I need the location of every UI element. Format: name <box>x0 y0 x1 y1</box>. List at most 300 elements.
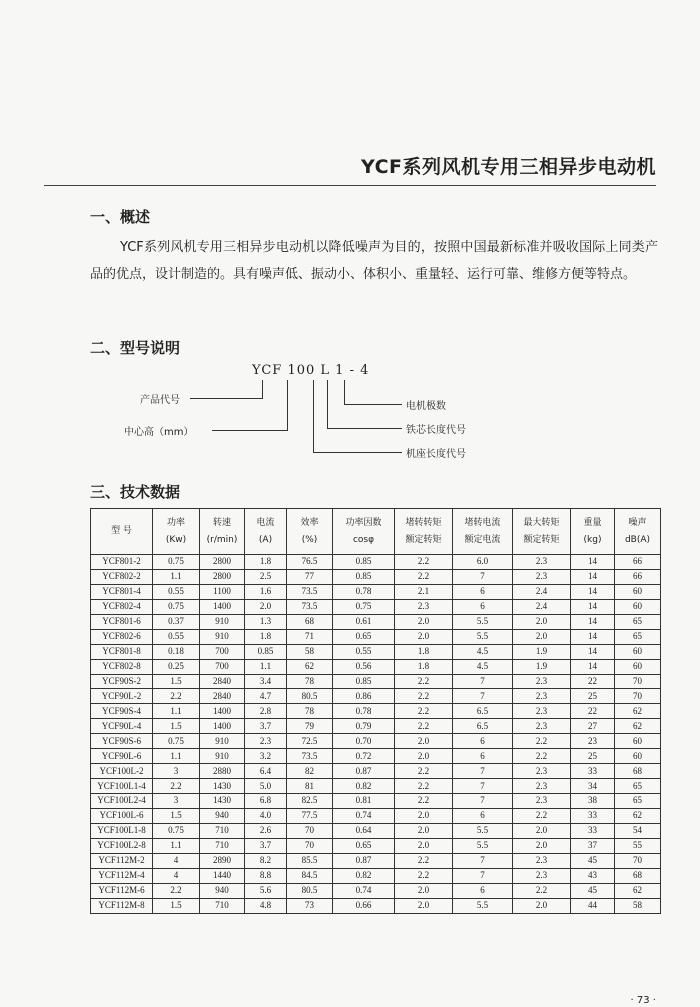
label-center-height: 中心高（mm） <box>124 427 194 438</box>
table-row <box>91 719 661 734</box>
table-cell: 70 <box>615 853 661 868</box>
column-header-text: 额定电流 <box>464 534 501 545</box>
column-header-text: 效率 <box>300 517 319 528</box>
table-cell: 0.75 <box>153 823 200 838</box>
table-cell: 81 <box>287 779 333 794</box>
table-cell: 5.5 <box>453 838 513 853</box>
table-cell: 0.85 <box>333 674 395 689</box>
table-cell: 44 <box>571 898 615 913</box>
table-cell: 6.4 <box>245 764 287 779</box>
column-header <box>513 509 571 555</box>
table-row <box>91 794 661 809</box>
table-cell: 62 <box>615 719 661 734</box>
table-cell: 2.5 <box>245 569 287 584</box>
table-cell: 0.75 <box>153 734 200 749</box>
table-row <box>91 704 661 719</box>
column-header-text: (kg) <box>583 534 602 545</box>
table-cell: 4 <box>153 853 200 868</box>
column-header <box>615 509 661 555</box>
table-cell: YCF90L-4 <box>91 719 153 734</box>
table-cell: 4.5 <box>453 659 513 674</box>
table-cell: 73.5 <box>287 584 333 599</box>
table-cell: YCF802-4 <box>91 599 153 614</box>
table-cell: 2.1 <box>395 584 453 599</box>
table-cell: 0.61 <box>333 614 395 629</box>
table-cell: 0.72 <box>333 749 395 764</box>
table-cell: 5.5 <box>453 898 513 913</box>
table-cell: 2800 <box>200 555 245 570</box>
table-cell: YCF112M-6 <box>91 883 153 898</box>
table-cell: 71 <box>287 629 333 644</box>
table-cell: 2840 <box>200 674 245 689</box>
table-row <box>91 764 661 779</box>
table-cell: 0.75 <box>153 599 200 614</box>
table-cell: 7 <box>453 674 513 689</box>
table-cell: 2.0 <box>395 629 453 644</box>
table-cell: 2.0 <box>513 614 571 629</box>
table-cell: 2.0 <box>395 883 453 898</box>
table-cell: 68 <box>615 868 661 883</box>
table-cell: 6 <box>453 734 513 749</box>
table-cell: 34 <box>571 779 615 794</box>
column-header-text: (A) <box>258 534 273 545</box>
overview-paragraph: YCF系列风机专用三相异步电动机以降低噪声为目的，按照中国最新标准并吸收国际上同类产品的优点，设计制造的。具有噪声低、振动小、体积小、重量轻、运行可靠、维修方便等特点。 <box>90 240 658 282</box>
column-header-text: 最大转矩 <box>523 517 560 528</box>
table-cell: 0.87 <box>333 764 395 779</box>
table-cell: 5.0 <box>245 779 287 794</box>
column-header <box>200 509 245 555</box>
leader-line <box>287 380 288 430</box>
table-cell: 70 <box>615 689 661 704</box>
leader-line <box>344 404 402 405</box>
column-header-text: cosφ <box>352 534 375 545</box>
table-cell: 7 <box>453 689 513 704</box>
table-cell: 0.65 <box>333 629 395 644</box>
table-cell: 4.5 <box>453 644 513 659</box>
table-cell: 82.5 <box>287 794 333 809</box>
table-cell: 2.2 <box>395 794 453 809</box>
table-cell: 2.2 <box>153 689 200 704</box>
table-cell: 78 <box>287 674 333 689</box>
table-cell: 2880 <box>200 764 245 779</box>
table-cell: 22 <box>571 674 615 689</box>
table-cell: 14 <box>571 614 615 629</box>
table-cell: 710 <box>200 823 245 838</box>
table-row <box>91 838 661 853</box>
table-cell: 2.3 <box>513 794 571 809</box>
table-cell: 65 <box>615 779 661 794</box>
table-cell: 4.0 <box>245 808 287 823</box>
table-cell: 2.0 <box>513 898 571 913</box>
column-header-text: 额定转矩 <box>405 534 442 545</box>
table-cell: 1.1 <box>245 659 287 674</box>
table-cell: 55 <box>615 838 661 853</box>
table-cell: 6.0 <box>453 555 513 570</box>
table-cell: 2.3 <box>513 569 571 584</box>
table-cell: 2.0 <box>395 614 453 629</box>
table-cell: 66 <box>615 555 661 570</box>
table-cell: 0.85 <box>333 555 395 570</box>
table-cell: 1430 <box>200 779 245 794</box>
leader-line <box>327 380 328 428</box>
table-cell: 27 <box>571 719 615 734</box>
label-product-code: 产品代号 <box>140 395 180 406</box>
table-cell: 2.2 <box>395 689 453 704</box>
table-cell: 58 <box>287 644 333 659</box>
table-row <box>91 779 661 794</box>
table-cell: 2.3 <box>513 853 571 868</box>
table-cell: YCF112M-8 <box>91 898 153 913</box>
table-cell: 0.85 <box>245 644 287 659</box>
table-cell: YCF90S-6 <box>91 734 153 749</box>
table-cell: 1.5 <box>153 808 200 823</box>
table-cell: 2.0 <box>513 823 571 838</box>
table-cell: 62 <box>615 704 661 719</box>
table-cell: 2.2 <box>395 719 453 734</box>
table-cell: 1.9 <box>513 659 571 674</box>
column-header <box>245 509 287 555</box>
table-row <box>91 823 661 838</box>
table-cell: 0.56 <box>333 659 395 674</box>
table-cell: 2.2 <box>513 749 571 764</box>
table-cell: 2.0 <box>395 808 453 823</box>
table-cell: 7 <box>453 764 513 779</box>
table-cell: 7 <box>453 779 513 794</box>
column-header-text: (Kw) <box>165 534 187 545</box>
table-row <box>91 808 661 823</box>
table-cell: 2.2 <box>395 853 453 868</box>
table-cell: 0.25 <box>153 659 200 674</box>
table-cell: 8.8 <box>245 868 287 883</box>
table-cell: 60 <box>615 659 661 674</box>
column-header-text: 转速 <box>212 517 231 528</box>
page-title: YCF系列风机专用三相异步电动机 <box>360 156 656 178</box>
table-cell: 0.74 <box>333 808 395 823</box>
table-row <box>91 898 661 913</box>
table-cell: 60 <box>615 644 661 659</box>
table-cell: 82 <box>287 764 333 779</box>
table-cell: 2.0 <box>395 734 453 749</box>
table-cell: 80.5 <box>287 689 333 704</box>
table-cell: 5.6 <box>245 883 287 898</box>
table-cell: 3 <box>153 764 200 779</box>
table-cell: 2.2 <box>395 569 453 584</box>
table-cell: YCF100L1-4 <box>91 779 153 794</box>
table-cell: 4.8 <box>245 898 287 913</box>
column-header-text: dB(A) <box>624 534 651 545</box>
column-header-text: 重量 <box>583 517 602 528</box>
table-body <box>91 555 661 914</box>
table-cell: 6.5 <box>453 704 513 719</box>
table-cell: 0.82 <box>333 868 395 883</box>
table-cell: 2.3 <box>513 868 571 883</box>
table-cell: 6 <box>453 883 513 898</box>
column-header <box>91 509 153 555</box>
table-cell: YCF100L-2 <box>91 764 153 779</box>
table-row <box>91 629 661 644</box>
table-cell: 2.0 <box>395 838 453 853</box>
table-cell: 79 <box>287 719 333 734</box>
section-heading-model: 二、型号说明 <box>90 339 181 357</box>
table-row <box>91 689 661 704</box>
table-cell: 2.3 <box>513 719 571 734</box>
table-cell: 2.0 <box>395 749 453 764</box>
table-cell: 68 <box>615 764 661 779</box>
table-cell: 5.5 <box>453 614 513 629</box>
table-cell: 710 <box>200 898 245 913</box>
table-cell: 910 <box>200 614 245 629</box>
table-cell: 7 <box>453 868 513 883</box>
table-cell: 2.8 <box>245 704 287 719</box>
table-row <box>91 734 661 749</box>
table-cell: 2.0 <box>395 898 453 913</box>
leader-line <box>190 398 263 399</box>
table-cell: 1.8 <box>245 629 287 644</box>
table-cell: 1440 <box>200 868 245 883</box>
table-cell: YCF100L-6 <box>91 808 153 823</box>
table-cell: 14 <box>571 569 615 584</box>
table-cell: 3.7 <box>245 838 287 853</box>
table-cell: 62 <box>287 659 333 674</box>
table-cell: YCF100L1-8 <box>91 823 153 838</box>
table-cell: 1.1 <box>153 569 200 584</box>
table-cell: 85.5 <box>287 853 333 868</box>
leader-line <box>313 380 314 452</box>
table-cell: 25 <box>571 689 615 704</box>
title-rule <box>44 185 656 186</box>
table-cell: 0.75 <box>333 599 395 614</box>
table-row <box>91 749 661 764</box>
table-cell: 2.4 <box>513 584 571 599</box>
table-cell: 1.8 <box>245 555 287 570</box>
column-header-text: 功率因数 <box>345 517 382 528</box>
table-cell: YCF90S-4 <box>91 704 153 719</box>
table-cell: 1400 <box>200 599 245 614</box>
column-header <box>287 509 333 555</box>
table-cell: 0.87 <box>333 853 395 868</box>
table-cell: 2800 <box>200 569 245 584</box>
table-cell: 910 <box>200 629 245 644</box>
table-cell: 3.7 <box>245 719 287 734</box>
table-cell: 33 <box>571 823 615 838</box>
table-cell: 22 <box>571 704 615 719</box>
table-cell: 6.8 <box>245 794 287 809</box>
table-cell: 1430 <box>200 794 245 809</box>
table-cell: 4 <box>153 868 200 883</box>
table-cell: 1.8 <box>395 644 453 659</box>
table-row <box>91 555 661 570</box>
table-cell: 910 <box>200 749 245 764</box>
table-cell: 5.5 <box>453 629 513 644</box>
table-cell: 70 <box>287 823 333 838</box>
table-row <box>91 599 661 614</box>
label-frame-length: 机座长度代号 <box>406 449 466 460</box>
table-cell: 5.5 <box>453 823 513 838</box>
column-header-text: 堵转转矩 <box>405 517 442 528</box>
table-cell: 2.2 <box>395 555 453 570</box>
table-cell: 7 <box>453 569 513 584</box>
column-header <box>153 509 200 555</box>
table-cell: 0.55 <box>153 629 200 644</box>
tech-data-table <box>90 508 661 914</box>
table-cell: 2.2 <box>513 808 571 823</box>
table-cell: 70 <box>615 674 661 689</box>
table-row <box>91 614 661 629</box>
table-cell: 70 <box>287 838 333 853</box>
table-cell: 14 <box>571 584 615 599</box>
table-cell: YCF802-6 <box>91 629 153 644</box>
table-cell: 38 <box>571 794 615 809</box>
column-header <box>571 509 615 555</box>
table-cell: 0.78 <box>333 584 395 599</box>
table-cell: 1.9 <box>513 644 571 659</box>
table-cell: 2.2 <box>395 704 453 719</box>
page-number: · 73 · <box>630 995 656 1006</box>
table-cell: YCF801-2 <box>91 555 153 570</box>
table-cell: 700 <box>200 659 245 674</box>
table-cell: 54 <box>615 823 661 838</box>
column-header-text: 功率 <box>166 517 185 528</box>
section-heading-overview: 一、概述 <box>90 208 151 226</box>
table-cell: 65 <box>615 614 661 629</box>
table-cell: 43 <box>571 868 615 883</box>
table-cell: 65 <box>615 629 661 644</box>
column-header <box>453 509 513 555</box>
table-cell: 78 <box>287 704 333 719</box>
table-cell: 0.37 <box>153 614 200 629</box>
table-row <box>91 883 661 898</box>
table-cell: 58 <box>615 898 661 913</box>
table-cell: 2.3 <box>395 599 453 614</box>
table-cell: 60 <box>615 734 661 749</box>
column-header-text: 电流 <box>256 517 275 528</box>
table-cell: 0.79 <box>333 719 395 734</box>
table-cell: 66 <box>615 569 661 584</box>
table-cell: 2.2 <box>395 868 453 883</box>
table-header-row <box>91 509 661 555</box>
table-cell: 1.1 <box>153 838 200 853</box>
column-header-text: 型 号 <box>111 526 132 536</box>
table-cell: YCF801-8 <box>91 644 153 659</box>
table-cell: 80.5 <box>287 883 333 898</box>
table-cell: 2.3 <box>513 689 571 704</box>
table-cell: 14 <box>571 644 615 659</box>
column-header-text: 额定转矩 <box>523 534 560 545</box>
table-cell: 1.8 <box>395 659 453 674</box>
table-cell: 14 <box>571 659 615 674</box>
table-cell: 2.2 <box>395 779 453 794</box>
column-header-text: 堵转电流 <box>464 517 501 528</box>
table-cell: 60 <box>615 599 661 614</box>
table-cell: 6 <box>453 808 513 823</box>
table-row <box>91 569 661 584</box>
table-cell: 3.4 <box>245 674 287 689</box>
leader-line <box>212 430 288 431</box>
table-row <box>91 644 661 659</box>
table-cell: 4.7 <box>245 689 287 704</box>
table-row <box>91 853 661 868</box>
table-cell: 60 <box>615 584 661 599</box>
table-cell: 2.3 <box>513 555 571 570</box>
table-cell: 0.75 <box>153 555 200 570</box>
table-cell: 940 <box>200 883 245 898</box>
table-cell: 2.0 <box>513 629 571 644</box>
table-cell: 7 <box>453 794 513 809</box>
table-cell: YCF802-8 <box>91 659 153 674</box>
table-cell: 2.0 <box>245 599 287 614</box>
table-cell: 73.5 <box>287 749 333 764</box>
table-cell: 0.82 <box>333 779 395 794</box>
table-cell: 910 <box>200 734 245 749</box>
table-cell: 1.3 <box>245 614 287 629</box>
table-cell: YCF90L-2 <box>91 689 153 704</box>
table-cell: 2.3 <box>513 704 571 719</box>
table-cell: 73.5 <box>287 599 333 614</box>
model-code: YCF 100 L 1 - 4 <box>252 363 370 378</box>
table-cell: 25 <box>571 749 615 764</box>
table-cell: 0.86 <box>333 689 395 704</box>
table-cell: 2.2 <box>395 674 453 689</box>
table-cell: 700 <box>200 644 245 659</box>
table-cell: 0.64 <box>333 823 395 838</box>
table-cell: YCF100L2-4 <box>91 794 153 809</box>
column-header-text: (%) <box>301 534 318 545</box>
table-cell: 6.5 <box>453 719 513 734</box>
table-cell: 6 <box>453 584 513 599</box>
table-cell: 23 <box>571 734 615 749</box>
table-cell: YCF802-2 <box>91 569 153 584</box>
table-cell: 65 <box>615 794 661 809</box>
table-cell: 2.0 <box>395 823 453 838</box>
table-cell: 2.2 <box>153 779 200 794</box>
table-row <box>91 674 661 689</box>
table-cell: 6 <box>453 599 513 614</box>
table-cell: 62 <box>615 808 661 823</box>
table-cell: 45 <box>571 853 615 868</box>
table-cell: 1400 <box>200 719 245 734</box>
table-cell: 76.5 <box>287 555 333 570</box>
table-cell: 2.2 <box>395 764 453 779</box>
table-cell: YCF112M-4 <box>91 868 153 883</box>
leader-line <box>344 380 345 404</box>
table-cell: 2.3 <box>513 779 571 794</box>
table-cell: 77.5 <box>287 808 333 823</box>
table-cell: 68 <box>287 614 333 629</box>
leader-line <box>327 428 402 429</box>
table-cell: 2.3 <box>513 764 571 779</box>
table-cell: 33 <box>571 808 615 823</box>
column-header-text: 噪声 <box>628 517 647 528</box>
table-cell: 0.65 <box>333 838 395 853</box>
table-cell: 62 <box>615 883 661 898</box>
table-cell: 77 <box>287 569 333 584</box>
table-cell: 73 <box>287 898 333 913</box>
table-cell: YCF90S-2 <box>91 674 153 689</box>
table-cell: 0.66 <box>333 898 395 913</box>
table-cell: YCF112M-2 <box>91 853 153 868</box>
column-header-text: (r/min) <box>206 534 238 545</box>
table-cell: 940 <box>200 808 245 823</box>
table-cell: 7 <box>453 853 513 868</box>
table-cell: 2.6 <box>245 823 287 838</box>
table-cell: 0.55 <box>153 584 200 599</box>
table-cell: 0.78 <box>333 704 395 719</box>
table-cell: 2890 <box>200 853 245 868</box>
table-cell: 2.2 <box>153 883 200 898</box>
column-header <box>395 509 453 555</box>
table-cell: 1.1 <box>153 704 200 719</box>
table-cell: 2840 <box>200 689 245 704</box>
